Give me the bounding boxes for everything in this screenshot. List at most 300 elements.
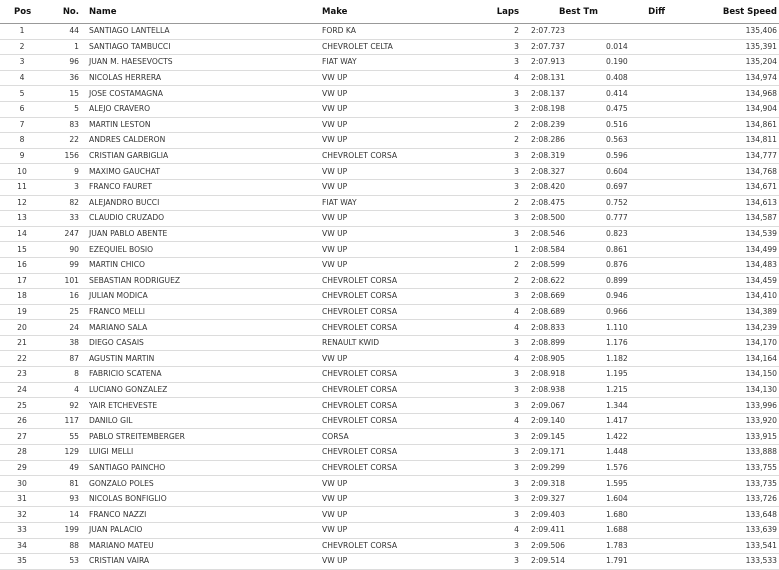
- cell-laps: 4: [480, 351, 523, 367]
- cell-no: 83: [52, 117, 85, 133]
- cell-make: CHEVROLET CORSA: [318, 289, 480, 305]
- table-row: [0, 86, 779, 102]
- cell-pos: 2: [0, 39, 52, 55]
- cell-laps: 2: [480, 24, 523, 40]
- table-row: [0, 429, 779, 445]
- cell-laps: 4: [480, 413, 523, 429]
- cell-name: LUIGI MELLI: [85, 445, 318, 461]
- cell-name: MARIANO SALA: [85, 320, 318, 336]
- cell-make: CHEVROLET CORSA: [318, 460, 480, 476]
- cell-name: SANTIAGO TAMBUCCI: [85, 39, 318, 55]
- cell-pos: 22: [0, 351, 52, 367]
- cell-name: FABRICIO SCATENA: [85, 367, 318, 383]
- cell-no: 129: [52, 445, 85, 461]
- cell-best-speed: 133,533: [671, 554, 779, 570]
- cell-no: 82: [52, 195, 85, 211]
- table-row: [0, 39, 779, 55]
- cell-name: SANTIAGO PAINCHO: [85, 460, 318, 476]
- cell-pos: 27: [0, 429, 52, 445]
- cell-best-tm: 2:08.918: [523, 367, 598, 383]
- cell-best-speed: 134,483: [671, 257, 779, 273]
- header-diff[interactable]: Diff: [598, 0, 671, 24]
- cell-best-tm: 2:09.171: [523, 445, 598, 461]
- cell-no: 36: [52, 70, 85, 86]
- cell-no: 1: [52, 39, 85, 55]
- table-row: [0, 445, 779, 461]
- cell-no: 53: [52, 554, 85, 570]
- cell-make: VW UP: [318, 164, 480, 180]
- cell-best-speed: 133,639: [671, 523, 779, 539]
- table-row: [0, 211, 779, 227]
- table-row: [0, 382, 779, 398]
- cell-best-speed: 135,391: [671, 39, 779, 55]
- cell-laps: 3: [480, 39, 523, 55]
- cell-no: 90: [52, 242, 85, 258]
- cell-name: MARTIN CHICO: [85, 257, 318, 273]
- cell-pos: 25: [0, 398, 52, 414]
- cell-best-tm: 2:08.669: [523, 289, 598, 305]
- cell-no: 49: [52, 460, 85, 476]
- cell-pos: 24: [0, 382, 52, 398]
- cell-laps: 3: [480, 429, 523, 445]
- table-row: [0, 476, 779, 492]
- cell-make: CHEVROLET CORSA: [318, 398, 480, 414]
- cell-best-speed: 133,915: [671, 429, 779, 445]
- cell-pos: 5: [0, 86, 52, 102]
- header-no[interactable]: No.: [52, 0, 85, 24]
- cell-make: VW UP: [318, 101, 480, 117]
- cell-diff: 1.680: [598, 507, 671, 523]
- table-row: [0, 507, 779, 523]
- cell-no: 55: [52, 429, 85, 445]
- cell-diff: 1.344: [598, 398, 671, 414]
- cell-pos: 20: [0, 320, 52, 336]
- cell-pos: 17: [0, 273, 52, 289]
- cell-no: 92: [52, 398, 85, 414]
- cell-diff: 1.448: [598, 445, 671, 461]
- cell-best-speed: 134,170: [671, 335, 779, 351]
- cell-pos: 13: [0, 211, 52, 227]
- cell-pos: 9: [0, 148, 52, 164]
- cell-best-speed: 134,861: [671, 117, 779, 133]
- cell-pos: 31: [0, 491, 52, 507]
- cell-diff: 0.604: [598, 164, 671, 180]
- cell-no: 88: [52, 538, 85, 554]
- cell-pos: 23: [0, 367, 52, 383]
- cell-best-tm: 2:08.327: [523, 164, 598, 180]
- table-row: [0, 304, 779, 320]
- cell-best-speed: 133,920: [671, 413, 779, 429]
- table-row: [0, 195, 779, 211]
- cell-diff: 1.595: [598, 476, 671, 492]
- cell-pos: 6: [0, 101, 52, 117]
- cell-pos: 7: [0, 117, 52, 133]
- table-row: [0, 24, 779, 40]
- cell-make: VW UP: [318, 86, 480, 102]
- cell-laps: 2: [480, 195, 523, 211]
- cell-make: CHEVROLET CORSA: [318, 320, 480, 336]
- cell-best-tm: 2:08.475: [523, 195, 598, 211]
- cell-diff: 0.414: [598, 86, 671, 102]
- cell-name: LUCIANO GONZALEZ: [85, 382, 318, 398]
- cell-diff: 1.182: [598, 351, 671, 367]
- cell-best-tm: 2:08.905: [523, 351, 598, 367]
- header-row: [0, 0, 779, 24]
- cell-name: FRANCO MELLI: [85, 304, 318, 320]
- cell-diff: 0.752: [598, 195, 671, 211]
- cell-diff: 0.596: [598, 148, 671, 164]
- cell-make: CHEVROLET CORSA: [318, 148, 480, 164]
- cell-name: SANTIAGO LANTELLA: [85, 24, 318, 40]
- cell-best-tm: 2:09.411: [523, 523, 598, 539]
- cell-laps: 3: [480, 507, 523, 523]
- cell-diff: 0.697: [598, 179, 671, 195]
- cell-make: VW UP: [318, 133, 480, 149]
- cell-diff: 1.195: [598, 367, 671, 383]
- cell-best-tm: 2:09.299: [523, 460, 598, 476]
- cell-laps: 2: [480, 117, 523, 133]
- cell-no: 5: [52, 101, 85, 117]
- cell-make: VW UP: [318, 523, 480, 539]
- header-best-speed[interactable]: Best Speed: [671, 0, 779, 24]
- cell-make: VW UP: [318, 242, 480, 258]
- table-row: [0, 55, 779, 71]
- cell-best-tm: 2:08.500: [523, 211, 598, 227]
- cell-make: RENAULT KWID: [318, 335, 480, 351]
- cell-diff: 1.422: [598, 429, 671, 445]
- cell-make: FIAT WAY: [318, 55, 480, 71]
- cell-diff: 1.604: [598, 491, 671, 507]
- cell-diff: 1.576: [598, 460, 671, 476]
- cell-make: VW UP: [318, 491, 480, 507]
- cell-pos: 11: [0, 179, 52, 195]
- cell-pos: 30: [0, 476, 52, 492]
- cell-best-speed: 133,735: [671, 476, 779, 492]
- cell-best-tm: 2:08.131: [523, 70, 598, 86]
- cell-best-tm: 2:08.546: [523, 226, 598, 242]
- table-row: [0, 242, 779, 258]
- cell-name: MARIANO MATEU: [85, 538, 318, 554]
- header-laps[interactable]: Laps: [480, 0, 523, 24]
- cell-name: CRISTIAN GARBIGLIA: [85, 148, 318, 164]
- cell-no: 101: [52, 273, 85, 289]
- cell-make: FIAT WAY: [318, 195, 480, 211]
- cell-diff: 0.014: [598, 39, 671, 55]
- cell-best-tm: 2:07.913: [523, 55, 598, 71]
- cell-laps: 4: [480, 70, 523, 86]
- cell-no: 22: [52, 133, 85, 149]
- cell-best-speed: 133,648: [671, 507, 779, 523]
- cell-diff: 0.946: [598, 289, 671, 305]
- cell-make: CHEVROLET CORSA: [318, 382, 480, 398]
- cell-laps: 3: [480, 398, 523, 414]
- cell-best-speed: 133,726: [671, 491, 779, 507]
- cell-pos: 26: [0, 413, 52, 429]
- header-name[interactable]: Name: [85, 0, 318, 24]
- cell-no: 25: [52, 304, 85, 320]
- cell-diff: 1.791: [598, 554, 671, 570]
- cell-best-speed: 134,904: [671, 101, 779, 117]
- cell-best-tm: 2:09.506: [523, 538, 598, 554]
- cell-make: VW UP: [318, 117, 480, 133]
- cell-name: DIEGO CASAIS: [85, 335, 318, 351]
- table-row: [0, 226, 779, 242]
- cell-laps: 3: [480, 382, 523, 398]
- cell-best-tm: 2:08.622: [523, 273, 598, 289]
- cell-best-speed: 134,768: [671, 164, 779, 180]
- cell-best-speed: 134,239: [671, 320, 779, 336]
- cell-laps: 3: [480, 101, 523, 117]
- table-row: [0, 320, 779, 336]
- header-make[interactable]: Make: [318, 0, 480, 24]
- cell-name: GONZALO POLES: [85, 476, 318, 492]
- cell-make: CHEVROLET CORSA: [318, 367, 480, 383]
- cell-best-speed: 133,996: [671, 398, 779, 414]
- table-row: [0, 413, 779, 429]
- header-pos[interactable]: Pos: [0, 0, 52, 24]
- cell-no: 16: [52, 289, 85, 305]
- cell-best-tm: 2:08.319: [523, 148, 598, 164]
- cell-best-tm: 2:08.420: [523, 179, 598, 195]
- cell-make: CHEVROLET CORSA: [318, 304, 480, 320]
- cell-best-tm: 2:08.599: [523, 257, 598, 273]
- cell-best-speed: 134,777: [671, 148, 779, 164]
- cell-no: 38: [52, 335, 85, 351]
- table-row: [0, 523, 779, 539]
- cell-diff: 0.966: [598, 304, 671, 320]
- cell-best-tm: 2:07.723: [523, 24, 598, 40]
- cell-best-speed: 134,164: [671, 351, 779, 367]
- cell-pos: 10: [0, 164, 52, 180]
- cell-diff: 0.190: [598, 55, 671, 71]
- cell-best-tm: 2:09.403: [523, 507, 598, 523]
- cell-laps: 3: [480, 335, 523, 351]
- cell-name: JUAN PABLO ABENTE: [85, 226, 318, 242]
- cell-pos: 32: [0, 507, 52, 523]
- cell-pos: 21: [0, 335, 52, 351]
- cell-best-tm: 2:09.145: [523, 429, 598, 445]
- cell-make: CHEVROLET CORSA: [318, 538, 480, 554]
- cell-diff: 1.176: [598, 335, 671, 351]
- cell-name: ALEJO CRAVERO: [85, 101, 318, 117]
- cell-no: 96: [52, 55, 85, 71]
- cell-make: VW UP: [318, 179, 480, 195]
- cell-name: ANDRES CALDERON: [85, 133, 318, 149]
- cell-laps: 3: [480, 148, 523, 164]
- cell-make: VW UP: [318, 257, 480, 273]
- cell-no: 15: [52, 86, 85, 102]
- cell-no: 14: [52, 507, 85, 523]
- cell-best-speed: 134,389: [671, 304, 779, 320]
- cell-laps: 3: [480, 289, 523, 305]
- cell-laps: 3: [480, 476, 523, 492]
- cell-pos: 34: [0, 538, 52, 554]
- cell-pos: 29: [0, 460, 52, 476]
- cell-best-tm: 2:08.584: [523, 242, 598, 258]
- cell-laps: 3: [480, 179, 523, 195]
- table-row: [0, 257, 779, 273]
- table-row: [0, 398, 779, 414]
- cell-diff: 1.688: [598, 523, 671, 539]
- cell-best-speed: 134,499: [671, 242, 779, 258]
- cell-best-tm: 2:08.239: [523, 117, 598, 133]
- cell-name: FRANCO FAURET: [85, 179, 318, 195]
- cell-best-tm: 2:08.198: [523, 101, 598, 117]
- cell-laps: 2: [480, 133, 523, 149]
- cell-laps: 2: [480, 273, 523, 289]
- cell-diff: 0.823: [598, 226, 671, 242]
- cell-diff: 0.563: [598, 133, 671, 149]
- cell-diff: 1.110: [598, 320, 671, 336]
- cell-name: DANILO GIL: [85, 413, 318, 429]
- cell-best-speed: 134,410: [671, 289, 779, 305]
- table-row: [0, 367, 779, 383]
- table-row: [0, 164, 779, 180]
- table-row: [0, 133, 779, 149]
- cell-diff: 1.417: [598, 413, 671, 429]
- cell-no: 99: [52, 257, 85, 273]
- cell-laps: 4: [480, 304, 523, 320]
- cell-pos: 35: [0, 554, 52, 570]
- cell-name: EZEQUIEL BOSIO: [85, 242, 318, 258]
- table-row: [0, 148, 779, 164]
- cell-best-speed: 134,459: [671, 273, 779, 289]
- cell-best-speed: 134,974: [671, 70, 779, 86]
- cell-name: JOSE COSTAMAGNA: [85, 86, 318, 102]
- cell-best-tm: 2:08.689: [523, 304, 598, 320]
- cell-diff: [598, 24, 671, 40]
- cell-best-tm: 2:09.514: [523, 554, 598, 570]
- cell-best-tm: 2:09.067: [523, 398, 598, 414]
- cell-diff: 0.899: [598, 273, 671, 289]
- table-row: [0, 179, 779, 195]
- cell-make: FORD KA: [318, 24, 480, 40]
- cell-name: CRISTIAN VAIRA: [85, 554, 318, 570]
- cell-no: 199: [52, 523, 85, 539]
- cell-diff: 0.777: [598, 211, 671, 227]
- cell-no: 9: [52, 164, 85, 180]
- cell-no: 3: [52, 179, 85, 195]
- cell-pos: 16: [0, 257, 52, 273]
- cell-no: 44: [52, 24, 85, 40]
- cell-laps: 3: [480, 554, 523, 570]
- cell-diff: 1.215: [598, 382, 671, 398]
- table-row: [0, 335, 779, 351]
- cell-make: CHEVROLET CORSA: [318, 445, 480, 461]
- cell-best-speed: 134,150: [671, 367, 779, 383]
- cell-name: FRANCO NAZZI: [85, 507, 318, 523]
- cell-laps: 4: [480, 523, 523, 539]
- cell-best-speed: 134,811: [671, 133, 779, 149]
- cell-pos: 33: [0, 523, 52, 539]
- cell-make: VW UP: [318, 351, 480, 367]
- header-best-tm[interactable]: Best Tm: [523, 0, 598, 24]
- cell-pos: 18: [0, 289, 52, 305]
- cell-diff: 1.783: [598, 538, 671, 554]
- table-row: [0, 538, 779, 554]
- cell-best-tm: 2:09.140: [523, 413, 598, 429]
- cell-laps: 3: [480, 164, 523, 180]
- table-row: [0, 289, 779, 305]
- cell-best-speed: 133,755: [671, 460, 779, 476]
- cell-name: JUAN PALACIO: [85, 523, 318, 539]
- cell-name: NICOLAS HERRERA: [85, 70, 318, 86]
- cell-pos: 19: [0, 304, 52, 320]
- cell-laps: 3: [480, 211, 523, 227]
- cell-best-speed: 134,968: [671, 86, 779, 102]
- cell-no: 8: [52, 367, 85, 383]
- cell-pos: 3: [0, 55, 52, 71]
- cell-best-tm: 2:08.286: [523, 133, 598, 149]
- cell-laps: 3: [480, 460, 523, 476]
- cell-no: 117: [52, 413, 85, 429]
- table-row: [0, 460, 779, 476]
- cell-pos: 4: [0, 70, 52, 86]
- cell-best-tm: 2:08.938: [523, 382, 598, 398]
- cell-best-speed: 135,204: [671, 55, 779, 71]
- cell-make: CHEVROLET CELTA: [318, 39, 480, 55]
- cell-diff: 0.475: [598, 101, 671, 117]
- cell-laps: 3: [480, 538, 523, 554]
- cell-laps: 3: [480, 491, 523, 507]
- cell-best-speed: 134,539: [671, 226, 779, 242]
- cell-best-tm: 2:07.737: [523, 39, 598, 55]
- cell-best-speed: 134,613: [671, 195, 779, 211]
- cell-laps: 1: [480, 242, 523, 258]
- cell-best-tm: 2:08.899: [523, 335, 598, 351]
- cell-make: VW UP: [318, 70, 480, 86]
- table-row: [0, 554, 779, 570]
- cell-name: PABLO STREITEMBERGER: [85, 429, 318, 445]
- table-row: [0, 273, 779, 289]
- cell-name: MARTIN LESTON: [85, 117, 318, 133]
- cell-name: NICOLAS BONFIGLIO: [85, 491, 318, 507]
- cell-make: VW UP: [318, 476, 480, 492]
- cell-laps: 3: [480, 55, 523, 71]
- cell-diff: 0.876: [598, 257, 671, 273]
- cell-make: VW UP: [318, 211, 480, 227]
- cell-pos: 15: [0, 242, 52, 258]
- cell-make: CHEVROLET CORSA: [318, 273, 480, 289]
- cell-best-speed: 133,541: [671, 538, 779, 554]
- cell-no: 247: [52, 226, 85, 242]
- cell-laps: 4: [480, 320, 523, 336]
- cell-diff: 0.861: [598, 242, 671, 258]
- cell-laps: 3: [480, 86, 523, 102]
- cell-best-tm: 2:09.327: [523, 491, 598, 507]
- cell-best-tm: 2:08.833: [523, 320, 598, 336]
- cell-pos: 1: [0, 24, 52, 40]
- cell-no: 156: [52, 148, 85, 164]
- cell-make: VW UP: [318, 507, 480, 523]
- cell-make: VW UP: [318, 226, 480, 242]
- cell-best-tm: 2:08.137: [523, 86, 598, 102]
- cell-name: JUAN M. HAESEVOCTS: [85, 55, 318, 71]
- cell-no: 24: [52, 320, 85, 336]
- cell-best-tm: 2:09.318: [523, 476, 598, 492]
- cell-make: CORSA: [318, 429, 480, 445]
- cell-diff: 0.516: [598, 117, 671, 133]
- cell-pos: 8: [0, 133, 52, 149]
- cell-no: 93: [52, 491, 85, 507]
- cell-pos: 28: [0, 445, 52, 461]
- cell-laps: 2: [480, 257, 523, 273]
- cell-best-speed: 133,888: [671, 445, 779, 461]
- cell-best-speed: 134,130: [671, 382, 779, 398]
- table-row: [0, 491, 779, 507]
- cell-name: ALEJANDRO BUCCI: [85, 195, 318, 211]
- cell-best-speed: 135,406: [671, 24, 779, 40]
